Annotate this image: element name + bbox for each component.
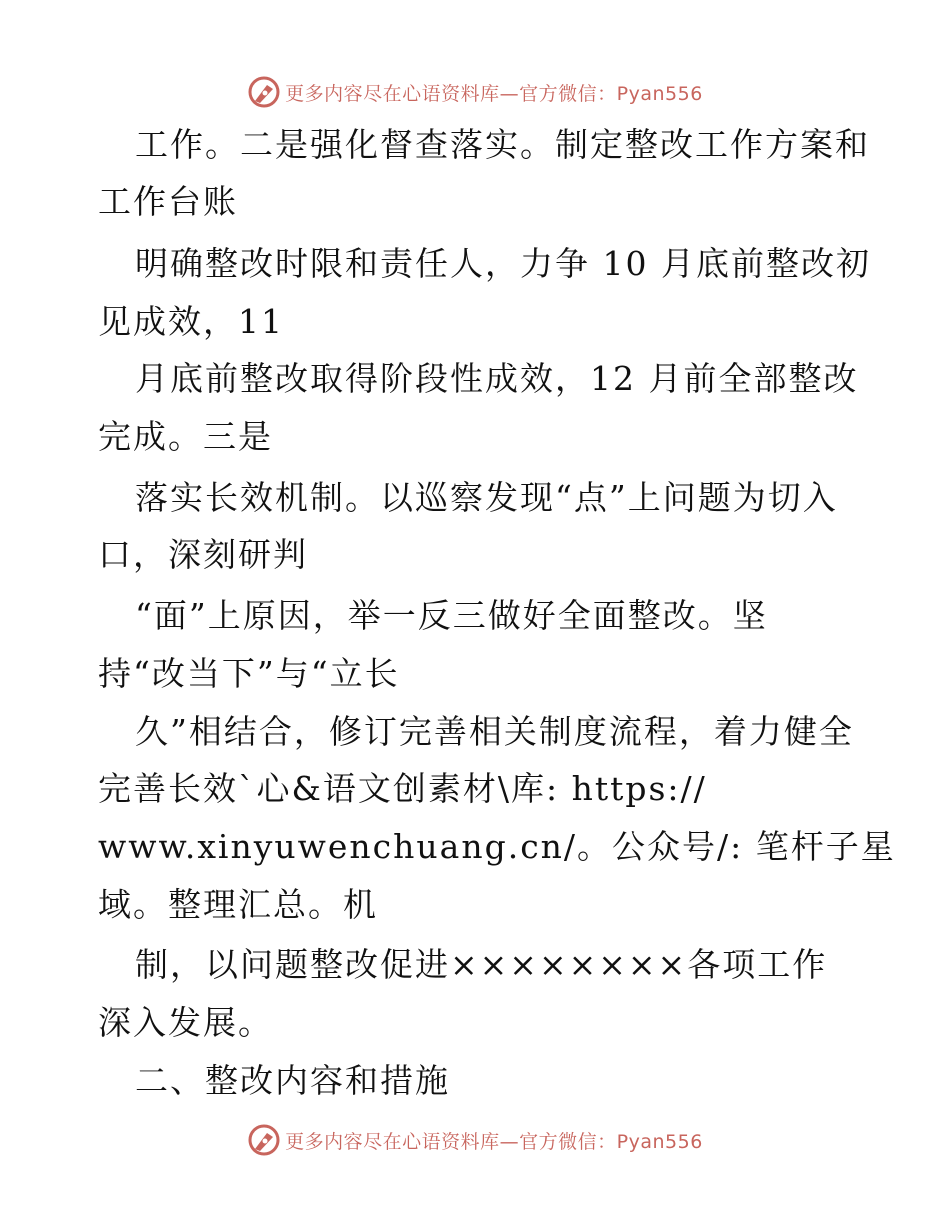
body-line: 完成。三是 [98, 417, 273, 456]
pen-nib-logo-icon [247, 75, 281, 109]
body-line: 月底前整改取得阶段性成效，12 月前全部整改 [135, 359, 859, 398]
body-line: www.xinyuwenchuang.cn/。公众号/: 笔杆子星 [98, 827, 896, 866]
body-line: 工作。二是强化督查落实。制定整改工作方案和 [135, 125, 870, 164]
body-line: 完善长效`心&语文创素材\库: https:// [98, 769, 707, 808]
pen-nib-logo-icon [247, 1123, 281, 1157]
body-line: 持“改当下”与“立长 [98, 654, 400, 693]
body-line: 落实长效机制。以巡察发现“点”上问题为切入 [135, 478, 838, 517]
body-line: 深入发展。 [98, 1003, 273, 1042]
body-line: 明确整改时限和责任人，力争 10 月底前整改初 [135, 244, 871, 283]
watermark-text: 更多内容尽在心语资料库—官方微信：Pyan556 [285, 1130, 703, 1153]
watermark-text: 更多内容尽在心语资料库—官方微信：Pyan556 [285, 82, 703, 105]
watermark-footer [0, 1120, 950, 1160]
body-line: 域。整理汇总。机 [98, 885, 378, 924]
watermark-header [0, 72, 950, 112]
body-line: 见成效，11 [98, 302, 284, 341]
body-line: “面”上原因，举一反三做好全面整改。坚 [135, 596, 768, 635]
body-line: 口，深刻研判 [98, 535, 308, 574]
section-heading: 二、整改内容和措施 [135, 1061, 450, 1100]
body-line: 久”相结合，修订完善相关制度流程，着力健全 [135, 712, 854, 751]
body-line: 工作台账 [98, 182, 238, 221]
body-line: 制，以问题整改促进××××××××各项工作 [135, 945, 828, 984]
